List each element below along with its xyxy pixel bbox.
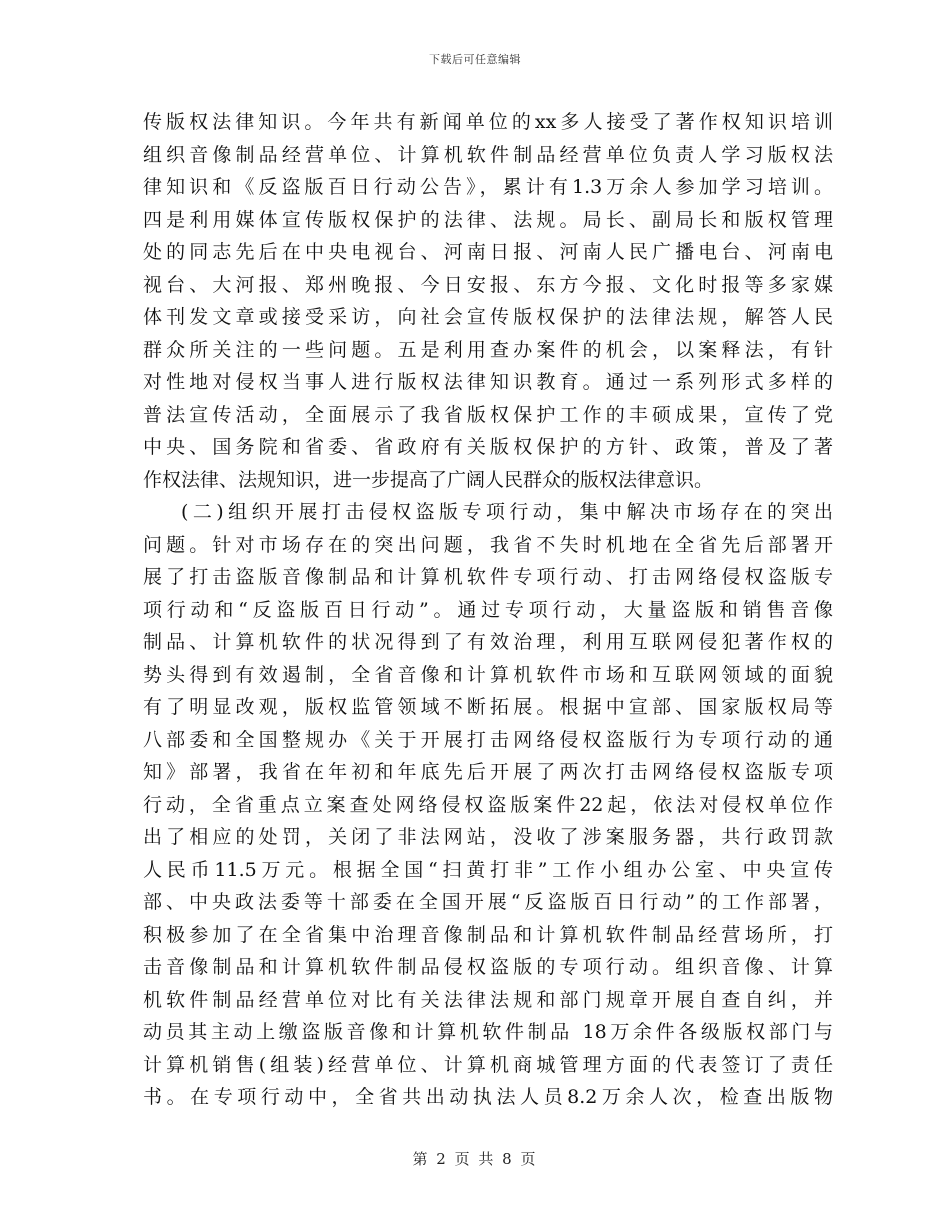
body-line: 体刊发文章或接受采访，向社会宣传版权保护的法律法规，解答人民: [143, 306, 833, 328]
body-line: 视台、大河报、郑州晚报、今日安报、东方今报、文化时报等多家媒: [143, 273, 833, 296]
body-line: 对性地对侵权当事人进行版权法律知识教育。通过一系列形式多样的: [143, 371, 833, 393]
body-line: 动员其主动上缴盗版音像和计算机软件制品 18万余件各级版权部门与: [143, 1021, 833, 1043]
body-line: 书。在专项行动中，全省共出动执法人员8.2万余人次，检查出版物: [143, 1086, 833, 1108]
body-line: 人民币11.5万元。根据全国“扫黄打非”工作小组办公室、中央宣传: [143, 858, 833, 881]
body-line: 出了相应的处罚，关闭了非法网站，没收了涉案服务器，共行政罚款: [143, 826, 833, 848]
body-line: 行动，全省重点立案查处网络侵权盗版案件22起，依法对侵权单位作: [143, 793, 833, 816]
body-line: 计算机销售(组装)经营单位、计算机商城管理方面的代表签订了责任: [143, 1053, 833, 1076]
body-line: 处的同志先后在中央电视台、河南日报、河南人民广播电台、河南电: [143, 241, 833, 263]
body-line: 知》部署，我省在年初和年底先后开展了两次打击网络侵权盗版专项: [143, 761, 833, 783]
page-number-footer: 第 2 页 共 8 页: [412, 1150, 538, 1168]
body-line: 问题。针对市场存在的突出问题，我省不失时机地在全省先后部署开: [143, 533, 833, 556]
body-line: 组织音像制品经营单位、计算机软件制品经营单位负责人学习版权法: [143, 143, 833, 166]
body-line: 势头得到有效遏制，全省音像和计算机软件市场和互联网领域的面貌: [143, 663, 833, 686]
body-line: 作权法律、法规知识，进一步提高了广阔人民群众的版权法律意识。: [143, 468, 714, 491]
body-line: 制品、计算机软件的状况得到了有效治理，利用互联网侵犯著作权的: [143, 631, 833, 653]
body-line: 群众所关注的一些问题。五是利用查办案件的机会，以案释法，有针: [143, 338, 833, 361]
body-line: 八部委和全国整规办《关于开展打击网络侵权盗版行为专项行动的通: [143, 728, 833, 751]
body-line: 项行动和“反盗版百日行动”。通过专项行动，大量盗版和销售音像: [143, 598, 833, 621]
body-line: 中央、国务院和省委、省政府有关版权保护的方针、政策，普及了著: [143, 436, 833, 458]
body-line: 四是利用媒体宣传版权保护的法律、法规。局长、副局长和版权管理: [143, 208, 833, 231]
section-heading-line: (二)组织开展打击侵权盗版专项行动，集中解决市场存在的突出: [181, 501, 833, 523]
body-line: 律知识和《反盗版百日行动公告》，累计有1.3万余人参加学习培训。: [143, 176, 833, 198]
body-line: 击音像制品和计算机软件制品侵权盗版的专项行动。组织音像、计算: [143, 956, 833, 978]
page-header: 下载后可任意编辑: [429, 53, 521, 66]
document-body: [143, 106, 833, 1114]
body-line: 机软件制品经营单位对比有关法律法规和部门规章开展自查自纠，并: [143, 988, 833, 1011]
body-line: 展了打击盗版音像制品和计算机软件专项行动、打击网络侵权盗版专: [143, 566, 833, 588]
body-line: 积极参加了在全省集中治理音像制品和计算机软件制品经营场所，打: [143, 923, 833, 946]
body-line: 有了明显改观，版权监管领域不断拓展。根据中宣部、国家版权局等: [143, 696, 833, 718]
body-line: 部、中央政法委等十部委在全国开展“反盗版百日行动”的工作部署，: [143, 891, 833, 913]
body-line: 普法宣传活动，全面展示了我省版权保护工作的丰硕成果，宣传了党: [143, 403, 833, 426]
body-line: 传版权法律知识。今年共有新闻单位的xx多人接受了著作权知识培训: [143, 111, 833, 133]
